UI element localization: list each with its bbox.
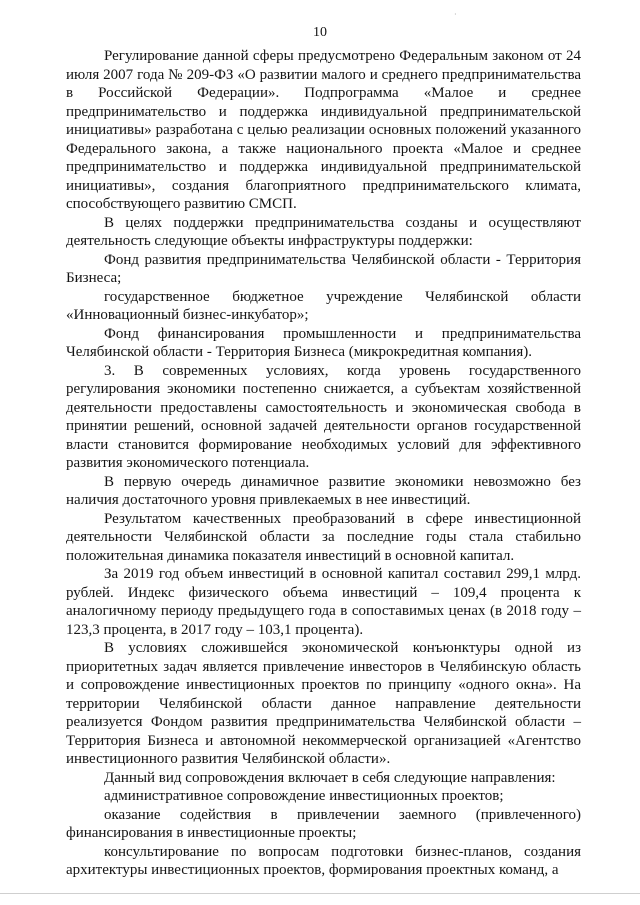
paragraph-direction-admin: административное сопровождение инвестиционных проектов; [104, 788, 504, 804]
paragraph-infrastructure-intro: В целях поддержки предпринимательства созданы и осуществляют деятельность следующие объекты инфраструктуры поддержки: [66, 214, 581, 249]
paragraph-section-3: 3. В современных условиях, когда уровень государственного регулирования экономики постепенно снижается, а субъектам хозяйственной деятельности предоставлены самостоятельность и экономическая свобода в принятии решений, основной задачей деятельности органов государственной власти становится формирование необходимых условий для эффективного развития экономического потенциала. [66, 362, 581, 471]
paragraph-fund-development: Фонд развития предпринимательства Челябинской области - Территория Бизнеса; [66, 251, 581, 286]
paragraph-business-incubator: государственное бюджетное учреждение Челябинской области «Инновационный бизнес-инкубатор»; [66, 288, 581, 323]
paragraph-direction-financing: оказание содействия в привлечении заемного (привлеченного) финансирования в инвестиционные проекты; [66, 806, 581, 841]
paragraph-investment-result: Результатом качественных преобразований в сфере инвестиционной деятельности Челябинской области за последние годы стала стабильно положительная динамика показателя инвестиций в основной капитал. [66, 510, 581, 564]
footer-rule [0, 893, 640, 894]
paragraph-fund-financing: Фонд финансирования промышленности и предпринимательства Челябинской области - Территория Бизнеса (микрокредитная компания). [66, 325, 581, 360]
page-number: 10 [313, 25, 327, 40]
body-text [66, 47, 581, 880]
paragraph-directions-intro: Данный вид сопровождения включает в себя следующие направления: [104, 769, 556, 786]
paragraph-one-window: В условиях сложившейся экономической конъюнктуры одной из приоритетных задач является привлечение инвесторов в Челябинскую область и сопровождение инвестиционных проектов по принципу «одного окна». На территории Челябинской области данное направление деятельности реализуется Фондом развития предпринимательства Челябинской области – Территория Бизнеса и автономной некоммерческой организацией «Агентство инвестиционного развития Челябинской области». [66, 640, 581, 767]
paragraph-direction-consulting: консультирование по вопросам подготовки бизнес-планов, создания архитектуры инвестиционных проектов, формирования проектных команд, а [66, 843, 581, 878]
paragraph-investment-2019: За 2019 год объем инвестиций в основной капитал составил 299,1 млрд. рублей. Индекс физического объема инвестиций – 109,4 процента к аналогичному периоду предыдущего года в сопоставимых ценах (в 2018 году – 123,3 процента, в 2017 году – 103,1 процента). [66, 566, 581, 638]
scan-mark: · [454, 10, 457, 19]
paragraph-investment-need: В первую очередь динамичное развитие экономики невозможно без наличия достаточного уровня привлекаемых в нее инвестиций. [66, 473, 581, 508]
paragraph-legal-basis: Регулирование данной сферы предусмотрено Федеральным законом от 24 июля 2007 года № 209-ФЗ «О развитии малого и среднего предпринимательства в Российской Федерации». Подпрограмма «Малое и среднее предпринимательство и поддержка индивидуальной предпринимательской инициативы» разработана с целью реализации основных положений указанного Федерального закона, а также национального проекта «Малое и среднее предпринимательство и поддержка индивидуальной предпринимательской инициативы», создания благоприятного предпринимательского климата, способствующего развитию СМСП. [66, 48, 581, 212]
